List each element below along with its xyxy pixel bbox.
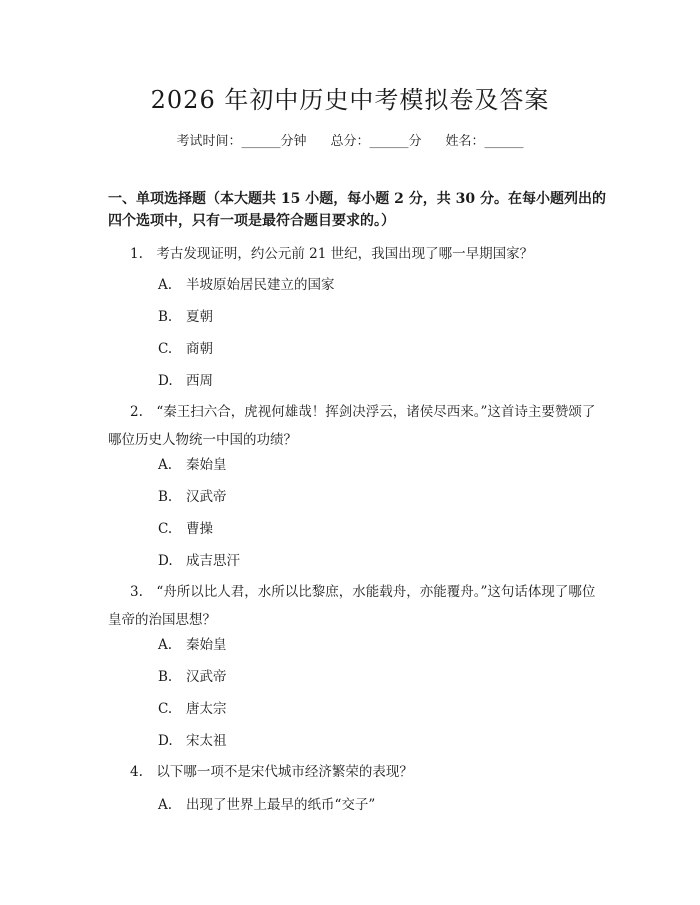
question-2-option-c: C. 曹操 (158, 521, 213, 537)
question-3-option-c: C. 唐太宗 (158, 701, 227, 717)
question-3-option-a: A. 秦始皇 (158, 637, 227, 653)
exam-time: 考试时间：______分钟 (176, 134, 307, 149)
exam-meta (0, 130, 700, 149)
student-name: 姓名：______ (445, 134, 524, 149)
total-score: 总分：______分 (330, 134, 422, 149)
question-1-option-d: D. 西周 (158, 373, 213, 389)
question-1-option-c: C. 商朝 (158, 341, 213, 357)
question-2: 2. “秦王扫六合，虎视何雄哉！挥剑决浮云，诸侯尽西来。”这首诗主要赞颂了哪位历史人物统一中国的功绩？ (108, 404, 596, 448)
question-2-option-a: A. 秦始皇 (158, 457, 227, 473)
question-4: 4. 以下哪一项不是宋代城市经济繁荣的表现？ (130, 764, 413, 780)
question-3-option-d: D. 宋太祖 (158, 733, 227, 749)
question-4-option-a: A. 出现了世界上最早的纸币“交子” (158, 797, 376, 813)
question-3: 3. “舟所以比人君，水所以比黎庶，水能载舟，亦能覆舟。”这句话体现了哪位皇帝的治国思想？ (108, 584, 596, 628)
page-title: 2026 年初中历史中考模拟卷及答案 (150, 86, 550, 114)
question-1: 1. 考古发现证明，约公元前 21 世纪，我国出现了哪一早期国家？ (130, 246, 534, 262)
question-1-option-a: A. 半坡原始居民建立的国家 (158, 277, 335, 293)
question-2-option-d: D. 成吉思汗 (158, 553, 240, 569)
question-2-option-b: B. 汉武帝 (158, 489, 227, 505)
question-3-option-b: B. 汉武帝 (158, 669, 227, 685)
question-1-option-b: B. 夏朝 (158, 309, 213, 325)
section-heading: 一、单项选择题（本大题共 15 小题，每小题 2 分，共 30 分。在每小题列出的四个选项中，只有一项是最符合题目要求的。） (108, 191, 606, 229)
